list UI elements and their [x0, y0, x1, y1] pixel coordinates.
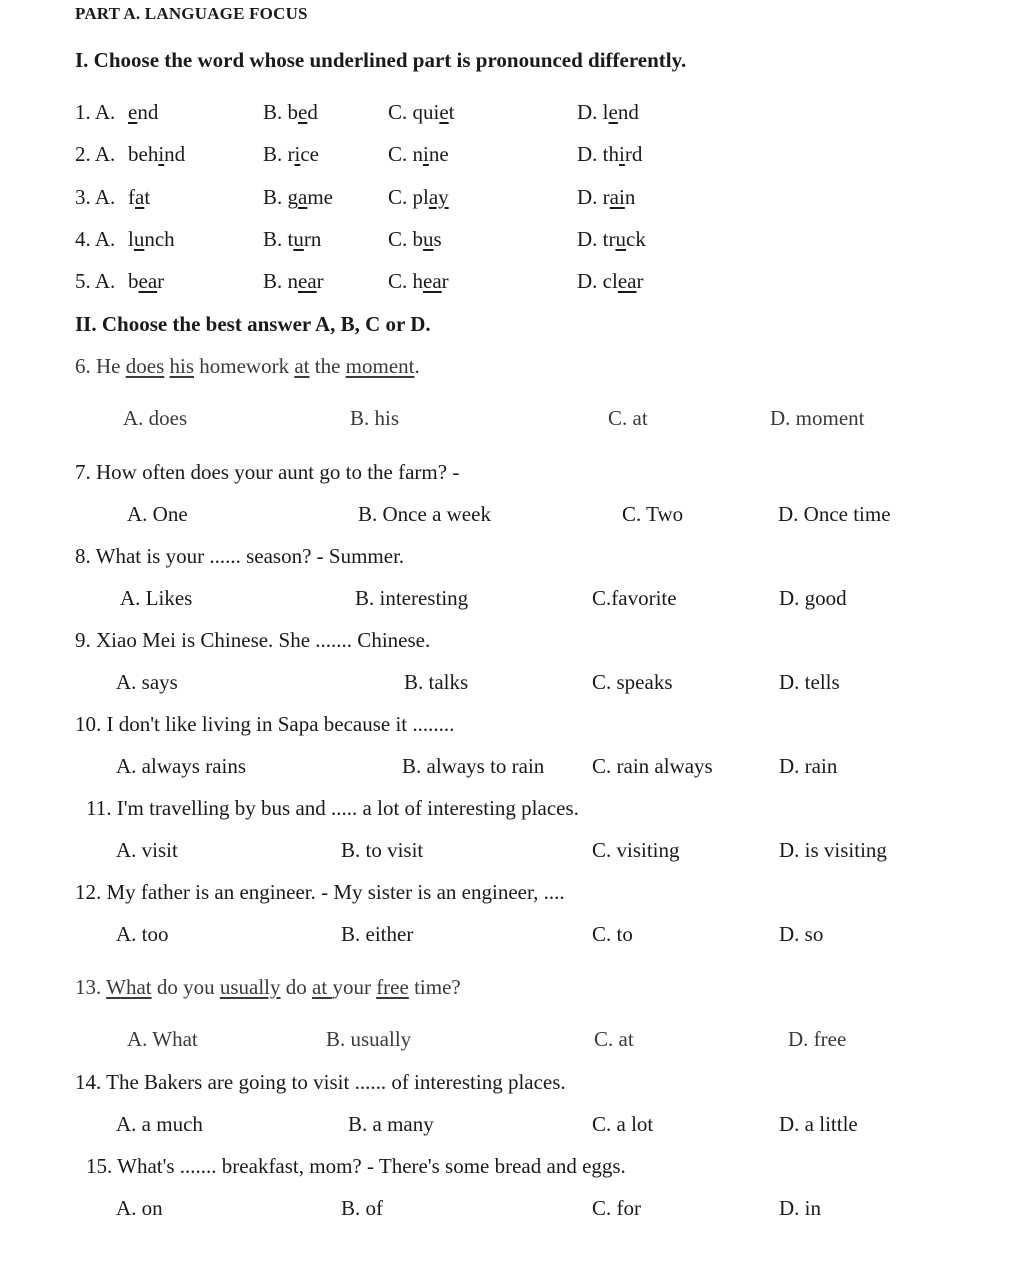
option-d[interactable]: D. so: [779, 922, 824, 946]
option-b[interactable]: B. rice: [263, 142, 319, 166]
pronunciation-item-1: [0, 100, 1024, 130]
option-a[interactable]: A. on: [116, 1196, 163, 1220]
options-9: [0, 670, 1024, 700]
option-c[interactable]: C. play: [388, 185, 449, 209]
options-7: [0, 502, 1024, 532]
question-9: 9. Xiao Mei is Chinese. She ....... Chinese.: [75, 628, 431, 652]
option-a[interactable]: A. always rains: [116, 754, 247, 778]
option-b[interactable]: B. a many: [348, 1112, 434, 1136]
option-a[interactable]: A. does: [123, 406, 188, 430]
option-c[interactable]: C. bus: [388, 227, 442, 251]
options-6: [0, 406, 1024, 436]
pronunciation-item-4: [0, 227, 1024, 257]
option-b[interactable]: B. near: [263, 269, 324, 293]
option-c[interactable]: C. for: [592, 1196, 641, 1220]
option-d[interactable]: D. Once time: [778, 502, 891, 526]
option-a[interactable]: A. One: [127, 502, 188, 526]
question-8: 8. What is your ...... season? - Summer.: [75, 544, 405, 568]
option-d[interactable]: D. third: [577, 142, 643, 166]
option-c[interactable]: C. a lot: [592, 1112, 654, 1136]
option-b[interactable]: B. bed: [263, 100, 318, 124]
section-2-title: II. Choose the best answer A, B, C or D.: [75, 312, 431, 336]
option-b[interactable]: B. either: [341, 922, 414, 946]
option-b[interactable]: B. Once a week: [358, 502, 491, 526]
option-c[interactable]: C. speaks: [592, 670, 673, 694]
option-d[interactable]: D. lend: [577, 100, 639, 124]
pronunciation-item-3: [0, 185, 1024, 215]
option-b[interactable]: B. game: [263, 185, 333, 209]
option-a[interactable]: A. a much: [116, 1112, 203, 1136]
option-c[interactable]: C. rain always: [592, 754, 713, 778]
option-b[interactable]: B. talks: [404, 670, 469, 694]
option-d[interactable]: D. moment: [770, 406, 865, 430]
option-b[interactable]: B. his: [350, 406, 400, 430]
pronunciation-item-2: [0, 142, 1024, 172]
option-a[interactable]: end: [128, 100, 159, 124]
option-c[interactable]: C. hear: [388, 269, 449, 293]
options-14: [0, 1112, 1024, 1142]
option-c[interactable]: C. to: [592, 922, 633, 946]
options-12: [0, 922, 1024, 952]
options-13: [0, 1027, 1024, 1057]
option-c[interactable]: C.favorite: [592, 586, 677, 610]
option-d[interactable]: D. rain: [577, 185, 636, 209]
option-a[interactable]: A. Likes: [120, 586, 193, 610]
option-a[interactable]: A. What: [127, 1027, 198, 1051]
pronunciation-item-5: [0, 269, 1024, 299]
option-b[interactable]: B. of: [341, 1196, 383, 1220]
item-number: 1. A.: [75, 100, 116, 124]
option-a[interactable]: A. visit: [116, 838, 178, 862]
option-d[interactable]: D. good: [779, 586, 847, 610]
option-c[interactable]: C. visiting: [592, 838, 680, 862]
option-b[interactable]: B. interesting: [355, 586, 469, 610]
question-14: 14. The Bakers are going to visit ...... of interesting places.: [75, 1070, 566, 1094]
options-10: [0, 754, 1024, 784]
question-6: 6. He does his homework at the moment.: [75, 354, 420, 378]
option-d[interactable]: D. clear: [577, 269, 644, 293]
item-number: 4. A.: [75, 227, 116, 251]
option-d[interactable]: D. a little: [779, 1112, 858, 1136]
item-number: 3. A.: [75, 185, 116, 209]
option-c[interactable]: C. at: [608, 406, 648, 430]
option-a[interactable]: A. too: [116, 922, 169, 946]
section-1-title: I. Choose the word whose underlined part is pronounced differently.: [75, 48, 687, 72]
option-d[interactable]: D. truck: [577, 227, 646, 251]
options-11: [0, 838, 1024, 868]
option-a[interactable]: fat: [128, 185, 151, 209]
option-b[interactable]: B. usually: [326, 1027, 412, 1051]
option-a[interactable]: bear: [128, 269, 165, 293]
option-d[interactable]: D. free: [788, 1027, 847, 1051]
option-c[interactable]: C. nine: [388, 142, 449, 166]
option-d[interactable]: D. is visiting: [779, 838, 887, 862]
question-10: 10. I don't like living in Sapa because it ........: [75, 712, 455, 736]
option-c[interactable]: C. Two: [622, 502, 684, 526]
question-12: 12. My father is an engineer. - My sister is an engineer, ....: [75, 880, 565, 904]
options-8: [0, 586, 1024, 616]
option-c[interactable]: C. quiet: [388, 100, 455, 124]
item-number: 5. A.: [75, 269, 116, 293]
question-11: 11. I'm travelling by bus and ..... a lot of interesting places.: [86, 796, 579, 820]
question-7: 7. How often does your aunt go to the farm? -: [75, 460, 460, 484]
part-title: PART A. LANGUAGE FOCUS: [75, 4, 308, 23]
option-b[interactable]: B. to visit: [341, 838, 424, 862]
option-b[interactable]: B. turn: [263, 227, 322, 251]
option-d[interactable]: D. tells: [779, 670, 840, 694]
options-15: [0, 1196, 1024, 1226]
question-15: 15. What's ....... breakfast, mom? - There's some bread and eggs.: [86, 1154, 626, 1178]
option-d[interactable]: D. rain: [779, 754, 838, 778]
option-c[interactable]: C. at: [594, 1027, 634, 1051]
option-d[interactable]: D. in: [779, 1196, 821, 1220]
option-a[interactable]: A. says: [116, 670, 178, 694]
item-number: 2. A.: [75, 142, 116, 166]
option-a[interactable]: behind: [128, 142, 186, 166]
option-b[interactable]: B. always to rain: [402, 754, 545, 778]
question-13: 13. What do you usually do at your free time?: [75, 975, 461, 999]
option-a[interactable]: lunch: [128, 227, 175, 251]
